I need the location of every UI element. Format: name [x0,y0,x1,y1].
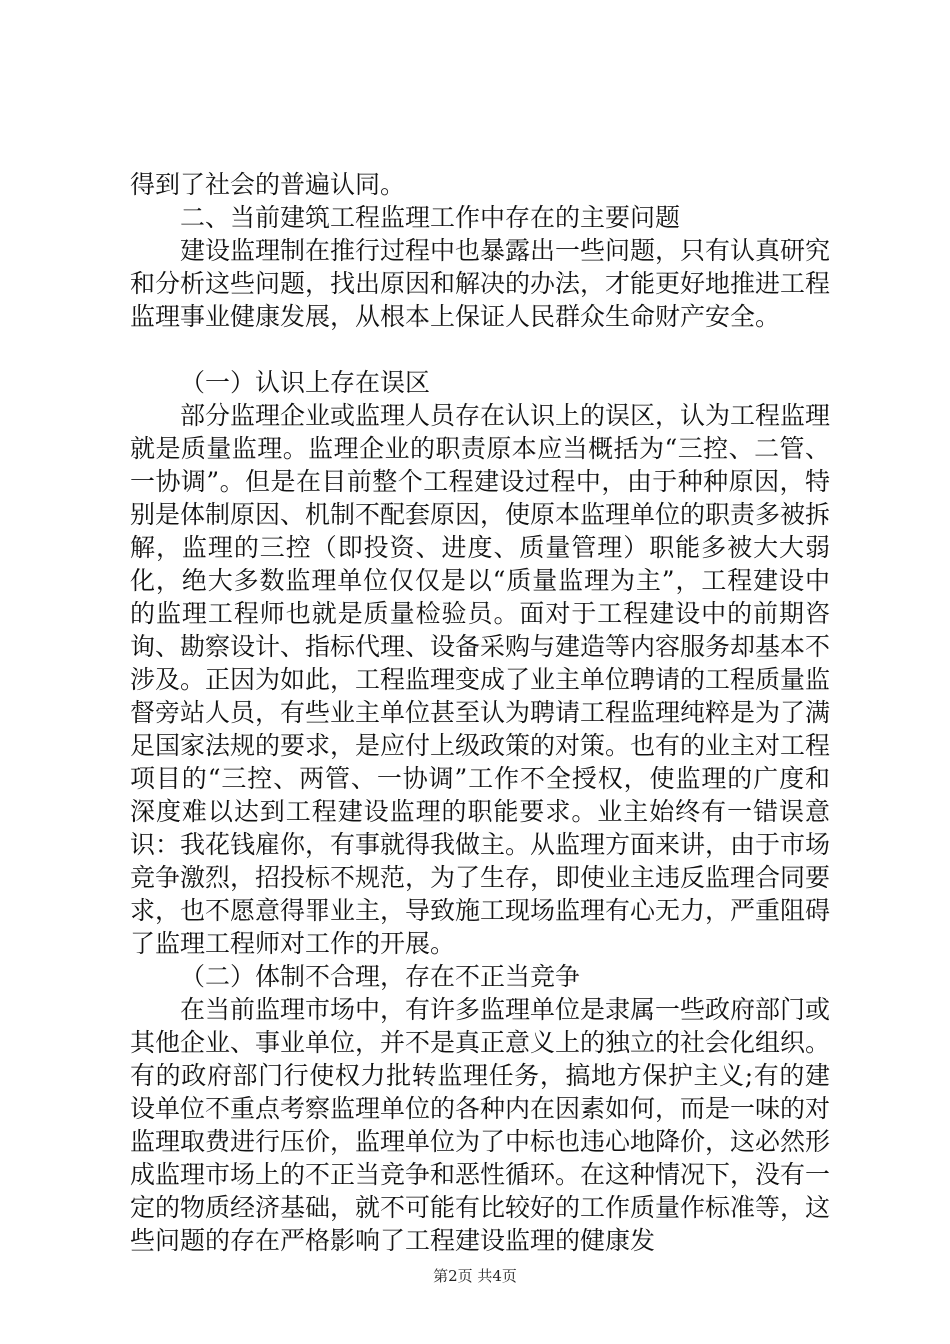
section-heading-2: 二、当前建筑工程监理工作中存在的主要问题 [180,203,681,232]
document-body [130,168,830,1257]
paragraph-system: 在当前监理市场中，有许多监理单位是隶属一些政府部门或其他企业、事业单位，并不是真正意义上的独立的社会化组织。有的政府部门行使权力批转监理任务，搞地方保护主义;有的建设单位不重点考察监理单位的各种内在因素如何，而是一味的对监理取费进行压价，监理单位为了中标也违心地降价，这必然形成监理市场上的不正当竞争和恶性循环。在这种情况下，没有一定的物质经济基础，就不可能有比较好的工作质量作标准等，这些问题的存在严格影响了工程建设监理的健康发 [130,995,831,1255]
blank-line [130,333,830,366]
subsection-heading-1: （一）认识上存在误区 [180,368,431,397]
page-number-label: 第2页 共4页 [433,1267,517,1285]
paragraph-intro: 建设监理制在推行过程中也暴露出一些问题，只有认真研究和分析这些问题，找出原因和解决的办法，才能更好地推进工程监理事业健康发展，从根本上保证人民群众生命财产安全。 [130,236,831,331]
paragraph-continuation: 得到了社会的普遍认同。 [130,170,406,199]
subsection-heading-2: （二）体制不合理，存在不正当竞争 [180,962,581,991]
page-footer [0,1266,950,1286]
paragraph-misconception: 部分监理企业或监理人员存在认识上的误区，认为工程监理就是质量监理。监理企业的职责原本应当概括为“三控、二管、一协调”。但是在目前整个工程建设过程中，由于种种原因，特别是体制原因、机制不配套原因，使原本监理单位的职责多被拆解，监理的三控（即投资、进度、质量管理）职能多被大大弱化，绝大多数监理单位仅仅是以“质量监理为主”，工程建设中的监理工程师也就是质量检验员。面对于工程建设中的前期咨询、勘察设计、指标代理、设备采购与建造等内容服务却基本不涉及。正因为如此，工程监理变成了业主单位聘请的工程质量监督旁站人员，有些业主单位甚至认为聘请工程监理纯粹是为了满足国家法规的要求，是应付上级政策的对策。也有的业主对工程项目的“三控、两管、一协调”工作不全授权，使监理的广度和深度难以达到工程建设监理的职能要求。业主始终有一错误意识：我花钱雇你，有事就得我做主。从监理方面来讲，由于市场竞争激烈，招投标不规范，为了生存，即使业主违反监理合同要求，也不愿意得罪业主，导致施工现场监理有心无力，严重阻碍了监理工程师对工作的开展。 [130,401,831,958]
